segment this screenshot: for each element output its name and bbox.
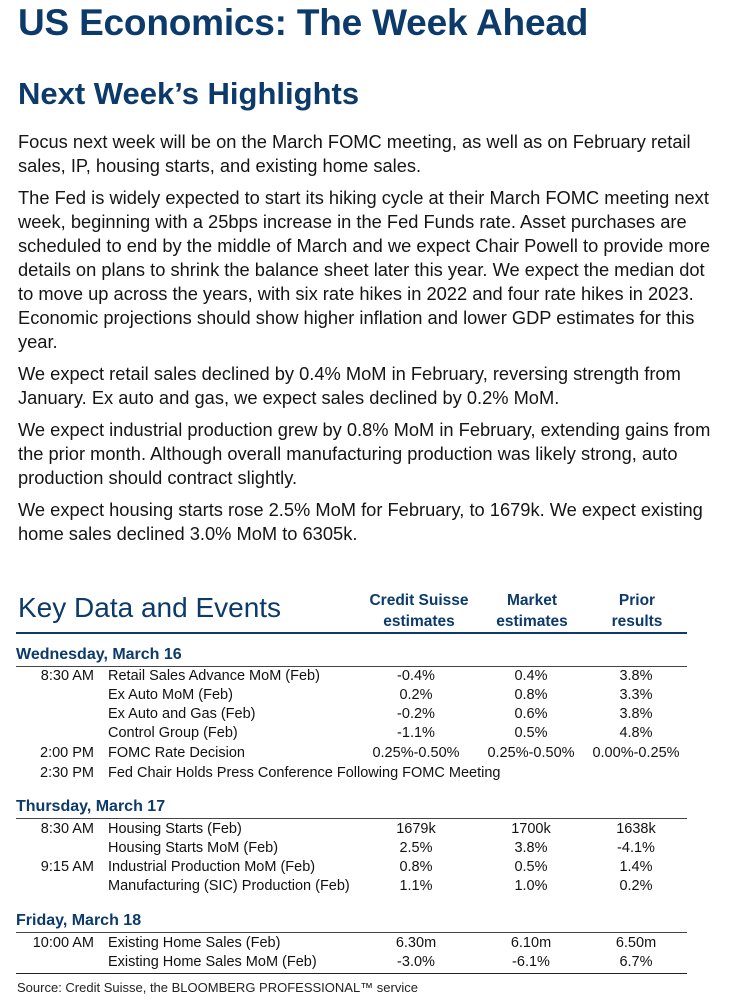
highlights-body xyxy=(18,130,718,554)
key-data-title: Key Data and Events xyxy=(18,592,282,623)
table-bottom-rule xyxy=(16,973,687,974)
paragraph: We expect industrial production grew by 0.8% MoM in February, extending gains from the prior month. Although overall manufacturing production was likely strong, auto production should contract slightly. xyxy=(18,419,711,488)
source-note: Source: Credit Suisse, the BLOOMBERG PROFESSIONAL™ service xyxy=(17,980,418,995)
table-row: 2:30 PM Fed Chair Holds Press Conference Following FOMC Meeting xyxy=(40,765,501,781)
divider xyxy=(16,818,687,819)
table-row: Existing Home Sales MoM (Feb) -3.0% -6.1% 6.7% xyxy=(108,954,653,970)
table-row: Manufacturing (SIC) Production (Feb) 1.1% 1.0% 0.2% xyxy=(108,878,653,894)
table-row: 9:15 AM Industrial Production MoM (Feb) 0.8% 0.5% 1.4% xyxy=(40,859,653,875)
table-row: 10:00 AM Existing Home Sales (Feb) 6.30m 6.10m 6.50m xyxy=(32,935,657,951)
table-row: Ex Auto MoM (Feb) 0.2% 0.8% 3.3% xyxy=(108,687,653,703)
column-header-market: Market estimates xyxy=(496,592,568,630)
day-heading: Wednesday, March 16 xyxy=(16,646,182,663)
column-header-prior: Prior results xyxy=(611,592,663,630)
day-heading: Thursday, March 17 xyxy=(16,798,166,815)
table-header-rule xyxy=(16,632,687,634)
paragraph: We expect retail sales declined by 0.4% MoM in February, reversing strength from January. Ex auto and gas, we expect sales declined by 0.2% MoM. xyxy=(18,363,681,408)
table-row: 2:00 PM FOMC Rate Decision 0.25%-0.50% 0.25%-0.50% 0.00%-0.25% xyxy=(40,745,680,761)
divider xyxy=(16,932,687,933)
section-title-highlights: Next Week’s Highlights xyxy=(18,76,360,111)
day-heading: Friday, March 18 xyxy=(16,912,142,929)
table-row: 8:30 AM Housing Starts (Feb) 1679k 1700k 1638k xyxy=(40,821,656,837)
column-header-credit-suisse: Credit Suisse estimates xyxy=(369,592,469,630)
paragraph: We expect housing starts rose 2.5% MoM for February, to 1679k. We expect existing home sales declined 3.0% MoM to 6305k. xyxy=(18,499,703,544)
paragraph: Focus next week will be on the March FOMC meeting, as well as on February retail sales, IP, housing starts, and existing home sales. xyxy=(18,131,691,176)
paragraph: The Fed is widely expected to start its hiking cycle at their March FOMC meeting next week, beginning with a 25bps increase in the Fed Funds rate. Asset purchases are scheduled to end by the middle of March and we expect Chair Powell to provide more details on plans to shrink the balance sheet later this year. We expect the median dot to move up across the years, with six rate hikes in 2022 and four rate hikes in 2023. Economic projections should show higher inflation and lower GDP estimates for this year. xyxy=(18,187,711,352)
table-row: Housing Starts MoM (Feb) 2.5% 3.8% -4.1% xyxy=(108,840,655,856)
table-row: Control Group (Feb) -1.1% 0.5% 4.8% xyxy=(108,725,653,741)
page-title: US Economics: The Week Ahead xyxy=(18,2,589,43)
table-row: 8:30 AM Retail Sales Advance MoM (Feb) -0.4% 0.4% 3.8% xyxy=(40,668,653,684)
table-row: Ex Auto and Gas (Feb) -0.2% 0.6% 3.8% xyxy=(108,706,653,722)
